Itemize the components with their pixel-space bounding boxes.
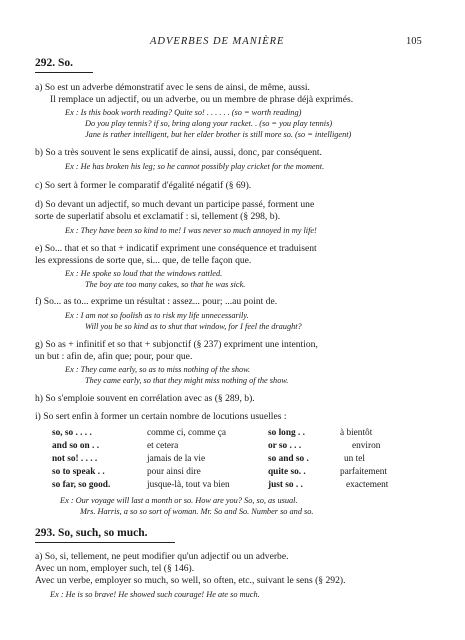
- para-a-line-1: a) So est un adverbe démonstratif avec le sens de ainsi, de même, aussi.: [35, 82, 310, 93]
- para-e-line-2: les expressions de sorte que, si... que, de telle façon que.: [35, 255, 252, 266]
- para-a-example-3: Jane is rather intelligent, but her elder brother is still more so. (so = intelligent): [85, 130, 352, 139]
- section-293-title: 293. So, such, so much.: [35, 527, 148, 539]
- para-h-line-1: h) So s'emploie souvent en corrélation avec as (§ 289, b).: [35, 393, 255, 404]
- para-f-example-2: Will you be so kind as to shut that window, for I feel the draught?: [85, 322, 302, 331]
- locution-term: so, so . . . .: [52, 428, 92, 438]
- locution-meaning: pour ainsi dire: [147, 467, 201, 477]
- locution-term: so to speak . .: [52, 467, 105, 477]
- para-f-line-1: f) So... as to... exprime un résultat : assez... pour; ...au point de.: [35, 296, 278, 307]
- locution-meaning: à bientôt: [340, 428, 373, 438]
- para-e-example-1: Ex : He spoke so loud that the windows rattled.: [65, 269, 223, 278]
- para-d-example-1: Ex : They have been so kind to me! I was never so much annoyed in my life!: [65, 226, 317, 235]
- locution-term: quite so. .: [268, 467, 306, 477]
- para-i-example-1: Ex : Our voyage will last a month or so. How are you? So, so, as usual.: [60, 496, 298, 505]
- section-293-line-2: Avec un nom, employer such, tel (§ 146).: [35, 563, 195, 574]
- section-292-underline: [35, 72, 93, 73]
- para-e-example-2: The boy ate too many cakes, so that he was sick.: [85, 280, 246, 289]
- para-e-line-1: e) So... that et so that + indicatif expriment une conséquence et traduisent: [35, 243, 317, 254]
- para-f-example-1: Ex : I am not so foolish as to risk my life unnecessarily.: [65, 311, 249, 320]
- para-d-line-1: d) So devant un adjectif, so much devant un participe passé, forment une: [35, 199, 315, 210]
- locution-meaning: jusque-là, tout va bien: [147, 480, 230, 490]
- para-g-line-1: g) So as + infinitif et so that + subjonctif (§ 237) expriment une intention,: [35, 339, 318, 350]
- section-293-underline: [35, 542, 175, 543]
- para-g-line-2: un but : afin de, afin que; pour, pour que.: [35, 351, 193, 362]
- section-292-title: 292. So.: [35, 57, 74, 69]
- page-number: 105: [406, 36, 422, 47]
- locution-meaning: comme ci, comme ça: [147, 428, 226, 438]
- locution-term: so and so .: [268, 454, 309, 464]
- locution-term: so long . .: [268, 428, 305, 438]
- locution-term: so far, so good.: [52, 480, 111, 490]
- locution-term: not so! . . . .: [52, 454, 98, 464]
- section-293-example: Ex : He is so brave! He showed such courage! He ate so much.: [50, 590, 260, 599]
- locution-meaning: environ: [352, 441, 381, 451]
- para-i-example-2: Mrs. Harris, a so so sort of woman. Mr. So and So. Number so and so.: [80, 507, 314, 516]
- para-b-example-1: Ex : He has broken his leg; so he cannot possibly play cricket for the moment.: [65, 162, 325, 171]
- section-293-line-1: a) So, si, tellement, ne peut modifier qu'un adjectif ou un adverbe.: [35, 551, 289, 562]
- para-a-example-1: Ex : Is this book worth reading? Quite so! . . . . . . (so = worth reading): [65, 108, 302, 117]
- locution-meaning: et cetera: [147, 441, 179, 451]
- para-d-line-2: sorte de superlatif absolu et exclamatif : si, tellement (§ 298, b).: [35, 211, 281, 222]
- section-293-line-3: Avec un verbe, employer so much, so well, so often, etc., suivant le sens (§ 292).: [35, 575, 346, 586]
- running-title: ADVERBES DE MANIÈRE: [150, 36, 285, 47]
- locution-term: and so on . .: [52, 441, 100, 451]
- locution-term: just so . .: [268, 480, 303, 490]
- locution-meaning: un tel: [344, 454, 365, 464]
- locution-meaning: jamais de la vie: [147, 454, 206, 464]
- para-i-line-1: i) So sert enfin à former un certain nombre de locutions usuelles :: [35, 411, 287, 422]
- para-b-line-1: b) So a très souvent le sens explicatif de ainsi, aussi, donc, par conséquent.: [35, 147, 322, 158]
- para-c-line-1: c) So sert à former le comparatif d'égalité négatif (§ 69).: [35, 180, 252, 191]
- para-a-line-2: Il remplace un adjectif, ou un adverbe, ou un membre de phrase déjà exprimés.: [50, 94, 354, 105]
- para-a-example-2: Do you play tennis? if so, bring along your racket. . (so = you play tennis): [85, 119, 333, 128]
- locution-term: or so . . .: [268, 441, 302, 451]
- para-g-example-1: Ex : They came early, so as to miss nothing of the show.: [65, 365, 251, 374]
- locution-meaning: exactement: [346, 480, 389, 490]
- para-g-example-2: They came early, so that they might miss nothing of the show.: [85, 376, 289, 385]
- locution-meaning: parfaitement: [340, 467, 387, 477]
